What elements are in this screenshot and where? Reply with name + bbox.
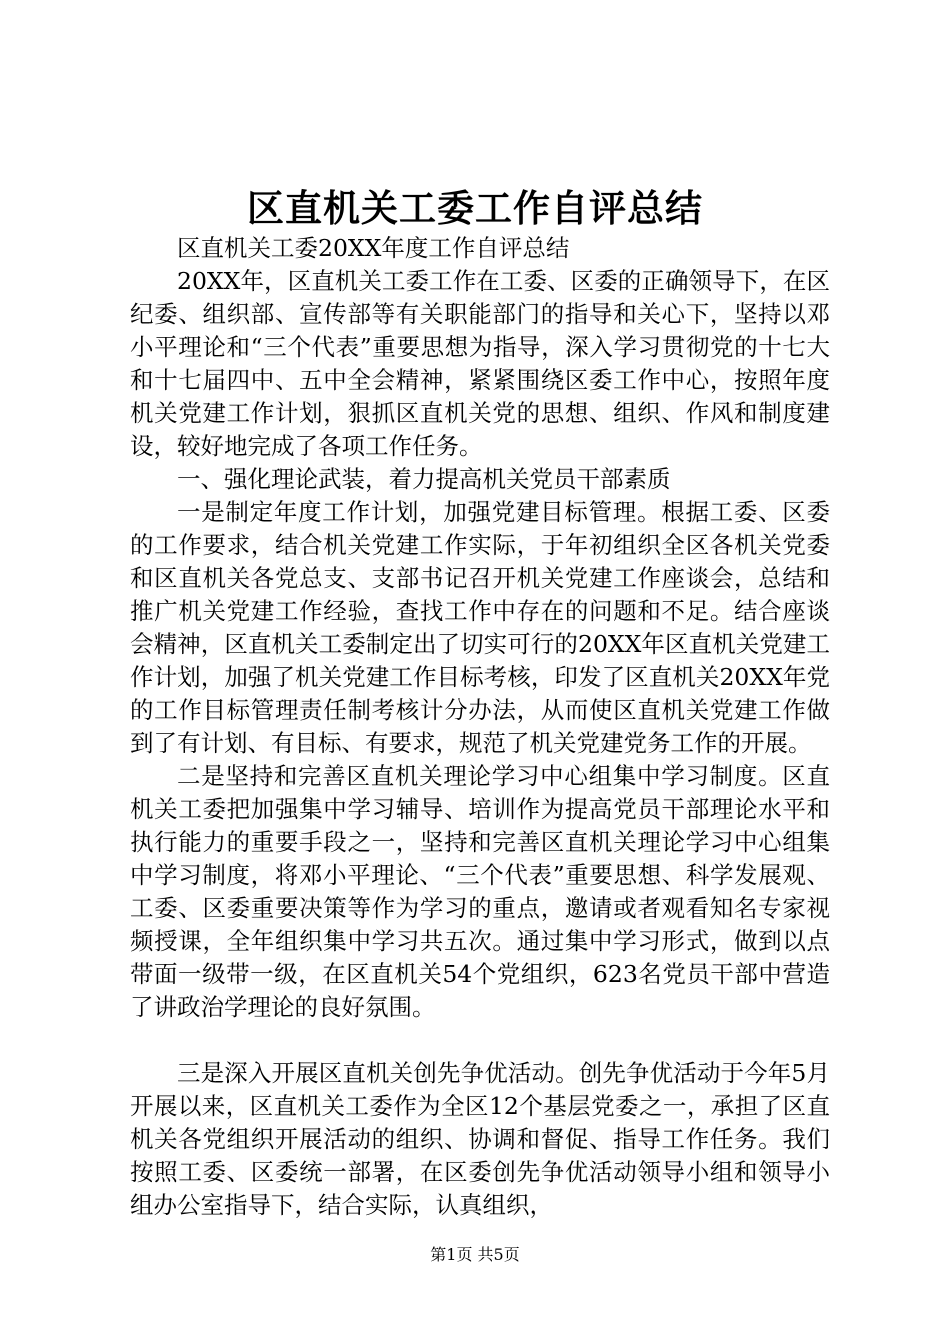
section-heading: 一、强化理论武装，着力提高机关党员干部素质 (177, 465, 671, 493)
intro-paragraph: 20XX年，区直机关工委工作在工委、区委的正确领导下，在区纪委、组织部、宣传部等有关职能部门的指导和关心下，坚持以邓小平理论和“三个代表”重要思想为指导，深入学习贯彻党的十七大和十七届四中、五中全会精神，紧紧围绕区委工作中心，按照年度机关党建工作计划，狠抓区直机关党的思想、组织、作风和制度建设，较好地完成了各项工作任务。 (130, 267, 830, 460)
document-body (130, 232, 830, 1222)
document-title: 区直机关工委工作自评总结 (247, 186, 703, 230)
body-paragraph: 一是制定年度工作计划，加强党建目标管理。根据工委、区委的工作要求，结合机关党建工作实际，于年初组织全区各机关党委和区直机关各党总支、支部书记召开机关党建工作座谈会，总结和推广机关党建工作经验，查找工作中存在的问题和不足。结合座谈会精神，区直机关工委制定出了切实可行的20XX年区直机关党建工作计划，加强了机关党建工作目标考核，印发了区直机关20XX年党的工作目标管理责任制考核计分办法，从而使区直机关党建工作做到了有计划、有目标、有要求，规范了机关党建党务工作的开展。 (130, 498, 830, 757)
subtitle-paragraph: 区直机关工委20XX年度工作自评总结 (177, 234, 570, 262)
body-paragraph: 二是坚持和完善区直机关理论学习中心组集中学习制度。区直机关工委把加强集中学习辅导、培训作为提高党员干部理论水平和执行能力的重要手段之一，坚持和完善区直机关理论学习中心组集中学习制度，将邓小平理论、“三个代表”重要思想、科学发展观、工委、区委重要决策等作为学习的重点，邀请或者观看知名专家视频授课，全年组织集中学习共五次。通过集中学习形式，做到以点带面一级带一级，在区直机关54个党组织，623名党员干部中营造了讲政治学理论的良好氛围。 (130, 762, 830, 1021)
page-footer: 第1页 共5页 (430, 1245, 520, 1264)
body-paragraph: 三是深入开展区直机关创先争优活动。创先争优活动于今年5月开展以来，区直机关工委作为全区12个基层党委之一，承担了区直机关各党组织开展活动的组织、协调和督促、指导工作任务。我们按照工委、区委统一部署，在区委创先争优活动领导小组和领导小组办公室指导下，结合实际，认真组织， (130, 1059, 830, 1219)
